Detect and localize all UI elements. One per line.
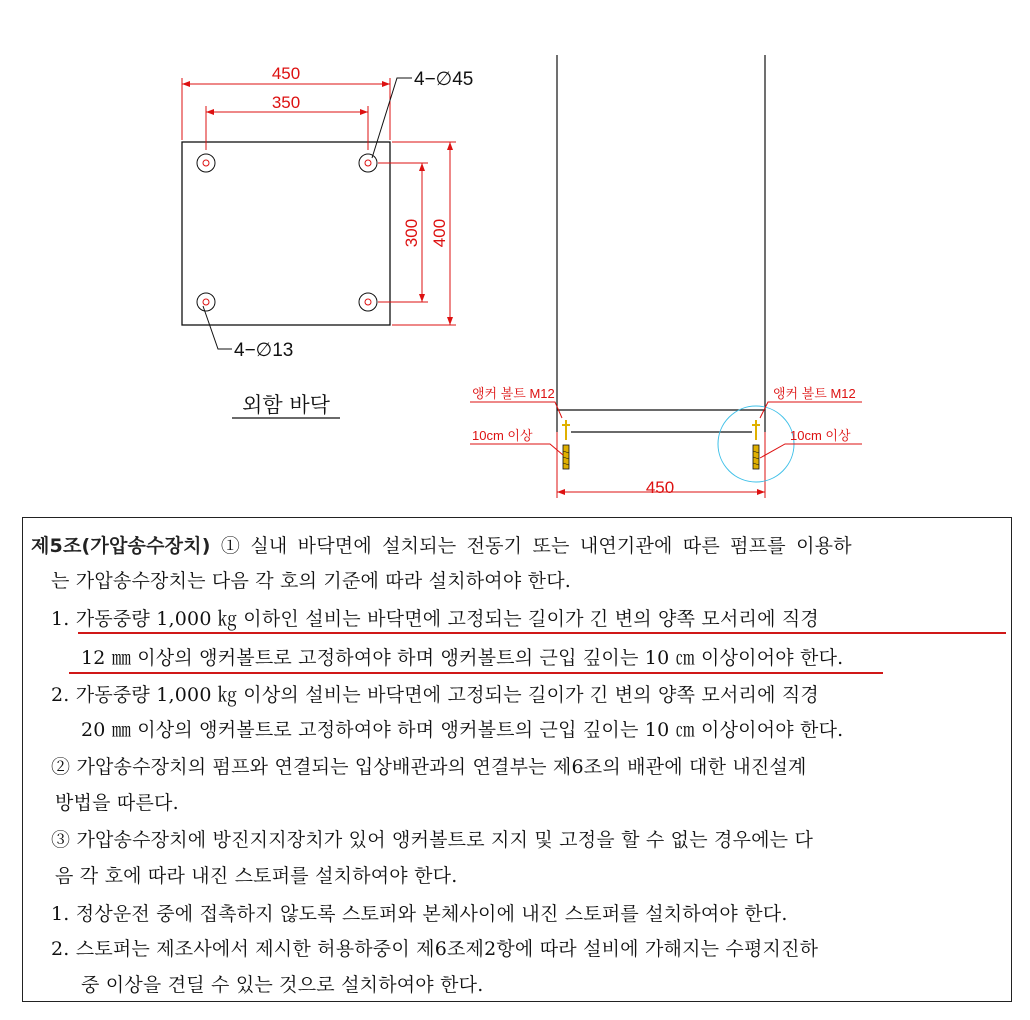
highlight-underline-1	[78, 632, 1006, 634]
article-clause-2: ② 가압송수장치의 펌프와 연결되는 입상배관과의 연결부는 제6조의 배관에 대한 내진설계	[51, 756, 807, 778]
article-clause-3: ③ 가압송수장치에 방진지지장치가 있어 앵커볼트로 지지 및 고정을 할 수 없는 경우에는 다	[51, 829, 814, 851]
bolt-hole-top-left	[197, 154, 215, 172]
article-box	[22, 517, 1012, 1002]
article-line-2: 는 가압송수장치는 다음 각 호의 기준에 따라 설치하여야 한다.	[51, 570, 572, 592]
article-item-2: 2. 가동중량 1,000 ㎏ 이상의 설비는 바닥면에 고정되는 길이가 긴 변의 양쪽 모서리에 직경	[51, 684, 819, 706]
small-holes-label: 4−∅13	[234, 340, 294, 361]
bolt-hole-bottom-right	[359, 293, 377, 311]
bolt-hole-top-right	[359, 154, 377, 172]
depth-label-left: 10cm 이상	[472, 428, 533, 443]
anchor-bolt-left	[562, 420, 570, 469]
base-plate-caption: 외함 바닥	[242, 393, 330, 417]
article-item-1-cont: 12 ㎜ 이상의 앵커볼트로 고정하여야 하며 앵커볼트의 근입 깊이는 10 ㎝ 이상이어야 한다.	[81, 647, 844, 669]
base-plate-plan	[182, 64, 473, 418]
side-view-elevation	[470, 55, 862, 498]
article-clause-3-item-2-cont: 중 이상을 견딜 수 있는 것으로 설치하여야 한다.	[81, 974, 484, 996]
article-item-2-cont: 20 ㎜ 이상의 앵커볼트로 고정하여야 하며 앵커볼트의 근입 깊이는 10 ㎝ 이상이어야 한다.	[81, 719, 844, 741]
article-line-1	[31, 534, 852, 558]
article-clause-3-item-2: 2. 스토퍼는 제조사에서 제시한 허용하중이 제6조제2항에 따라 설비에 가해지는 수평지진하	[51, 938, 819, 960]
article-title: 제5조(가압송수장치)	[31, 535, 211, 557]
depth-label-right: 10cm 이상	[790, 428, 851, 443]
dim-height-inner: 300	[402, 218, 421, 248]
dim-width-outer: 450	[271, 64, 301, 83]
anchor-bolt-right	[752, 420, 760, 469]
side-bottom-dim: 450	[645, 478, 675, 497]
anchor-label-left: 앵커 볼트 M12	[472, 386, 555, 401]
bolt-hole-bottom-left	[197, 293, 215, 311]
article-line-text: ① 실내 바닥면에 설치되는 전동기 또는 내연기관에 따른 펌프를 이용하	[220, 535, 852, 557]
dim-height-outer: 400	[430, 218, 449, 248]
highlight-underline-2	[69, 672, 883, 674]
article-item-1: 1. 가동중량 1,000 ㎏ 이하인 설비는 바닥면에 고정되는 길이가 긴 변의 양쪽 모서리에 직경	[51, 608, 819, 630]
article-clause-2-cont: 방법을 따른다.	[55, 792, 179, 814]
large-holes-label: 4−∅45	[414, 69, 474, 90]
article-clause-3-item-1: 1. 정상운전 중에 접촉하지 않도록 스토퍼와 본체사이에 내진 스토퍼를 설치하여야 한다.	[51, 903, 788, 925]
detail-circle	[718, 406, 794, 482]
dim-width-inner: 350	[271, 93, 301, 112]
article-clause-3-cont: 음 각 호에 따라 내진 스토퍼를 설치하여야 한다.	[55, 865, 458, 887]
anchor-label-right: 앵커 볼트 M12	[773, 386, 856, 401]
